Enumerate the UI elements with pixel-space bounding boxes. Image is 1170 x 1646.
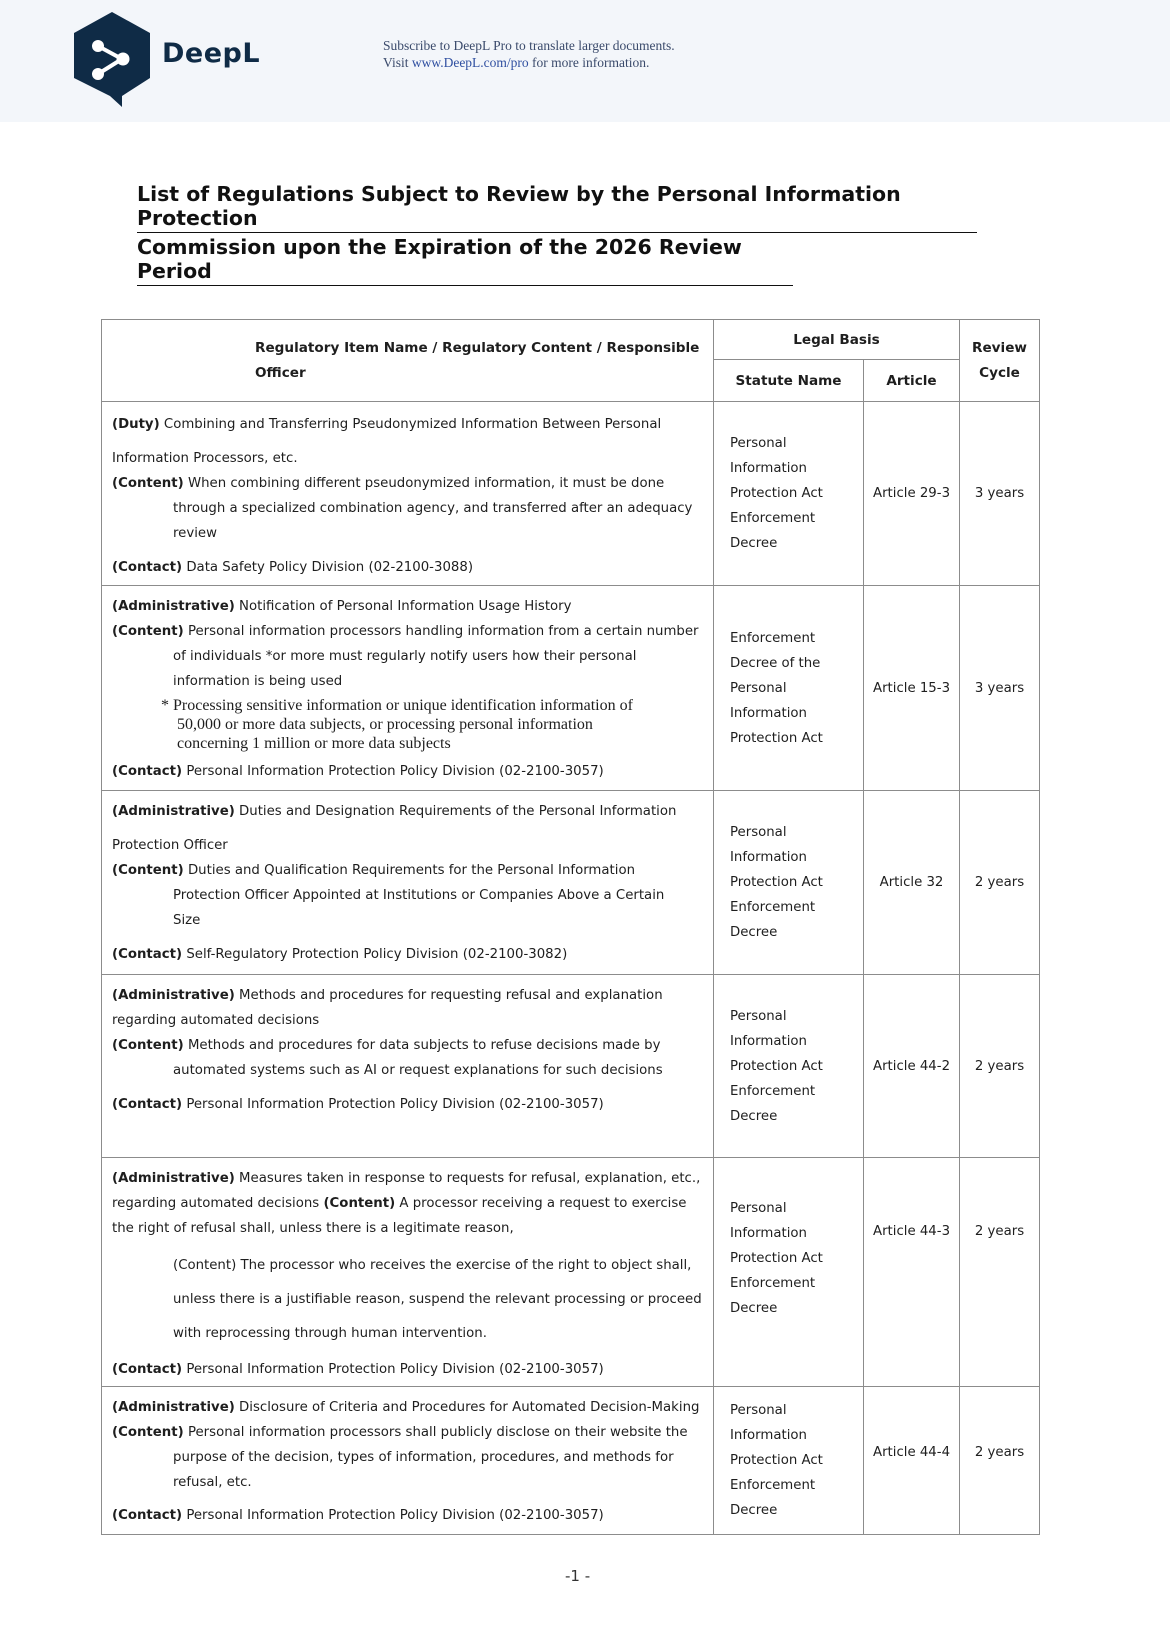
item-title: Duties and Designation Requirements of the Personal Information — [234, 804, 677, 819]
article-cell: Article 32 — [864, 791, 960, 975]
article-cell: Article 15-3 — [864, 586, 960, 791]
contact-text: Self-Regulatory Protection Policy Division (02-2100-3082) — [182, 947, 568, 962]
deepl-brand-name: DeepL — [162, 38, 261, 69]
content-text-cont: automated systems such as AI or request explanations for such decisions — [173, 1063, 663, 1078]
statute-line: Protection Act — [730, 875, 823, 890]
review-cycle-cell: 2 years — [960, 791, 1040, 975]
content-text-cont: with reprocessing through human intervention. — [173, 1326, 487, 1341]
type-label: (Administrative) — [112, 988, 235, 1003]
contact-text: Personal Information Protection Policy Division (02-2100-3057) — [182, 1097, 604, 1112]
content-text-cont: unless there is a justifiable reason, suspend the relevant processing or proceed — [173, 1292, 702, 1307]
item-title: Notification of Personal Information Usage History — [234, 599, 572, 614]
content-text-cont: refusal, etc. — [173, 1475, 252, 1490]
statute-line: Decree — [730, 1301, 778, 1316]
content-text: When combining different pseudonymized information, it must be done — [183, 476, 665, 491]
content-text-cont: through a specialized combination agency, and transferred after an adequacy — [173, 501, 693, 516]
regulatory-item-cell — [102, 975, 714, 1158]
footnote-line: concerning 1 million or more data subjects — [177, 735, 451, 752]
content-text-cont: Size — [173, 913, 201, 928]
statute-line: Enforcement — [730, 630, 816, 646]
item-title: Measures taken in response to requests for refusal, explanation, etc., — [234, 1171, 701, 1186]
statute-line: Protection Act — [730, 1251, 823, 1266]
table-row — [102, 1158, 1040, 1387]
type-label: (Duty) — [112, 417, 160, 432]
statute-line: Enforcement — [730, 511, 816, 526]
statute-line: Enforcement — [730, 1478, 816, 1493]
statute-line: Personal — [730, 680, 787, 696]
contact-text: Personal Information Protection Policy Division (02-2100-3057) — [182, 1362, 604, 1377]
regulatory-item-cell — [102, 791, 714, 975]
header-article: Article — [864, 360, 960, 402]
content-text: Duties and Qualification Requirements for the Personal Information — [183, 863, 636, 878]
item-title-cont: Information Processors, etc. — [112, 451, 298, 466]
deepl-promo-text — [383, 37, 675, 71]
statute-line: Information — [730, 705, 807, 721]
content-label: (Content) — [112, 863, 184, 878]
statute-name-cell — [714, 975, 864, 1158]
promo-more-info-text: for more information. — [528, 55, 650, 70]
statute-line: Enforcement — [730, 900, 816, 915]
header-main-line-2: Officer — [255, 364, 306, 381]
promo-line-2 — [383, 54, 675, 71]
contact-text: Personal Information Protection Policy Division (02-2100-3057) — [182, 1508, 604, 1523]
review-cycle-cell: 3 years — [960, 586, 1040, 791]
statute-name-cell — [714, 586, 864, 791]
contact-text: Personal Information Protection Policy Division (02-2100-3057) — [182, 764, 604, 779]
header-statute-name: Statute Name — [714, 360, 864, 402]
content-text-cont: review — [173, 526, 217, 541]
review-cycle-cell: 2 years — [960, 1387, 1040, 1535]
header-legal-basis: Legal Basis — [714, 320, 960, 360]
promo-visit-text: Visit — [383, 55, 412, 70]
article-cell: Article 44-4 — [864, 1387, 960, 1535]
table-row — [102, 975, 1040, 1158]
contact-label: (Contact) — [112, 1362, 183, 1377]
header-review-line-2: Cycle — [979, 364, 1020, 381]
contact-label: (Contact) — [112, 764, 183, 779]
regulatory-item-cell — [102, 1158, 714, 1387]
type-label: (Administrative) — [112, 1171, 235, 1186]
content-text: Personal information processors handling information from a certain number — [183, 624, 699, 639]
statute-name-cell — [714, 402, 864, 586]
item-title-cont: Protection Officer — [112, 838, 228, 853]
header-review-line-1: Review — [972, 339, 1027, 356]
statute-line: Decree of the — [730, 655, 821, 671]
content-text-cont: purpose of the decision, types of information, procedures, and methods for — [173, 1450, 674, 1465]
review-cycle-cell: 3 years — [960, 402, 1040, 586]
contact-label: (Contact) — [112, 1508, 183, 1523]
deepl-logo-icon — [72, 12, 152, 107]
article-cell: Article 29-3 — [864, 402, 960, 586]
table-row — [102, 1387, 1040, 1535]
statute-line: Protection Act — [730, 486, 823, 501]
contact-label: (Contact) — [112, 1097, 183, 1112]
header-main-line-1: Regulatory Item Name / Regulatory Content / Responsible — [255, 339, 700, 356]
statute-name-cell — [714, 791, 864, 975]
table-row — [102, 586, 1040, 791]
statute-line: Decree — [730, 536, 778, 551]
content-text: Personal information processors shall publicly disclose on their website the — [183, 1425, 688, 1440]
review-cycle-cell: 2 years — [960, 1158, 1040, 1387]
footnote-line: * Processing sensitive information or unique identification information of — [161, 697, 633, 714]
statute-name-cell — [714, 1158, 864, 1387]
type-label: (Administrative) — [112, 804, 235, 819]
title-line-1: List of Regulations Subject to Review by the Personal Information Protection — [137, 182, 977, 233]
deepl-pro-link[interactable]: www.DeepL.com/pro — [411, 55, 529, 70]
regulatory-item-cell — [102, 402, 714, 586]
page-number: -1 - — [565, 1567, 591, 1585]
type-label: (Administrative) — [112, 599, 235, 614]
statute-line: Personal Information — [730, 1008, 807, 1049]
regulations-table — [101, 319, 1040, 1535]
promo-line-1: Subscribe to DeepL Pro to translate larger documents. — [383, 38, 675, 53]
statute-line: Personal Information — [730, 1403, 807, 1443]
content-label: (Content) — [112, 1425, 184, 1440]
content-label: (Content) — [112, 476, 184, 491]
contact-label: (Contact) — [112, 947, 183, 962]
statute-line: Personal Information — [730, 436, 807, 476]
statute-line: Personal Information — [730, 825, 807, 865]
article-cell: Article 44-3 — [864, 1158, 960, 1387]
contact-label: (Contact) — [112, 560, 183, 575]
content-text: Methods and procedures for data subjects to refuse decisions made by — [183, 1038, 661, 1053]
item-title: Disclosure of Criteria and Procedures for Automated Decision-Making — [234, 1400, 700, 1415]
content-text-cont: information is being used — [173, 674, 343, 689]
item-title-cont: regarding automated decisions — [112, 1196, 324, 1211]
statute-line: Personal Information — [730, 1201, 807, 1241]
statute-name-cell — [714, 1387, 864, 1535]
statute-line: Decree — [730, 1503, 778, 1518]
statute-line: Decree — [730, 1108, 778, 1124]
content-text-cont: Protection Officer Appointed at Institutions or Companies Above a Certain — [173, 888, 665, 903]
contact-text: Data Safety Policy Division (02-2100-3088) — [182, 560, 474, 575]
content-label: (Content) — [112, 1038, 184, 1053]
statute-line: Protection Act — [730, 1453, 823, 1468]
content-text-cont: (Content) The processor who receives the exercise of the right to object shall, — [173, 1258, 692, 1273]
content-text: A processor receiving a request to exercise — [395, 1196, 687, 1211]
footnote-line: 50,000 or more data subjects, or processing personal information — [177, 716, 593, 733]
statute-line: Protection Act — [730, 730, 823, 746]
content-text-cont: the right of refusal shall, unless there is a legitimate reason, — [112, 1221, 514, 1236]
content-text-cont: of individuals *or more must regularly notify users how their personal — [173, 649, 637, 664]
statute-line: Protection Act — [730, 1058, 823, 1074]
regulatory-item-cell — [102, 586, 714, 791]
footnote — [112, 696, 703, 753]
header-regulatory-item — [102, 320, 714, 402]
header-review-cycle — [960, 320, 1040, 402]
statute-line: Enforcement — [730, 1276, 816, 1291]
content-label: (Content) — [323, 1196, 396, 1211]
review-cycle-cell: 2 years — [960, 975, 1040, 1158]
type-label: (Administrative) — [112, 1400, 235, 1415]
article-cell: Article 44-2 — [864, 975, 960, 1158]
item-title: Methods and procedures for requesting refusal and explanation — [234, 988, 663, 1003]
item-title: Combining and Transferring Pseudonymized Information Between Personal — [159, 417, 662, 432]
statute-line: Enforcement — [730, 1083, 816, 1099]
table-row — [102, 402, 1040, 586]
item-title-cont: regarding automated decisions — [112, 1013, 320, 1028]
content-label: (Content) — [112, 624, 184, 639]
title-line-2: Commission upon the Expiration of the 2026 Review Period — [137, 235, 793, 286]
deepl-banner — [0, 0, 1170, 122]
statute-line: Decree — [730, 925, 778, 940]
table-row — [102, 791, 1040, 975]
regulatory-item-cell — [102, 1387, 714, 1535]
